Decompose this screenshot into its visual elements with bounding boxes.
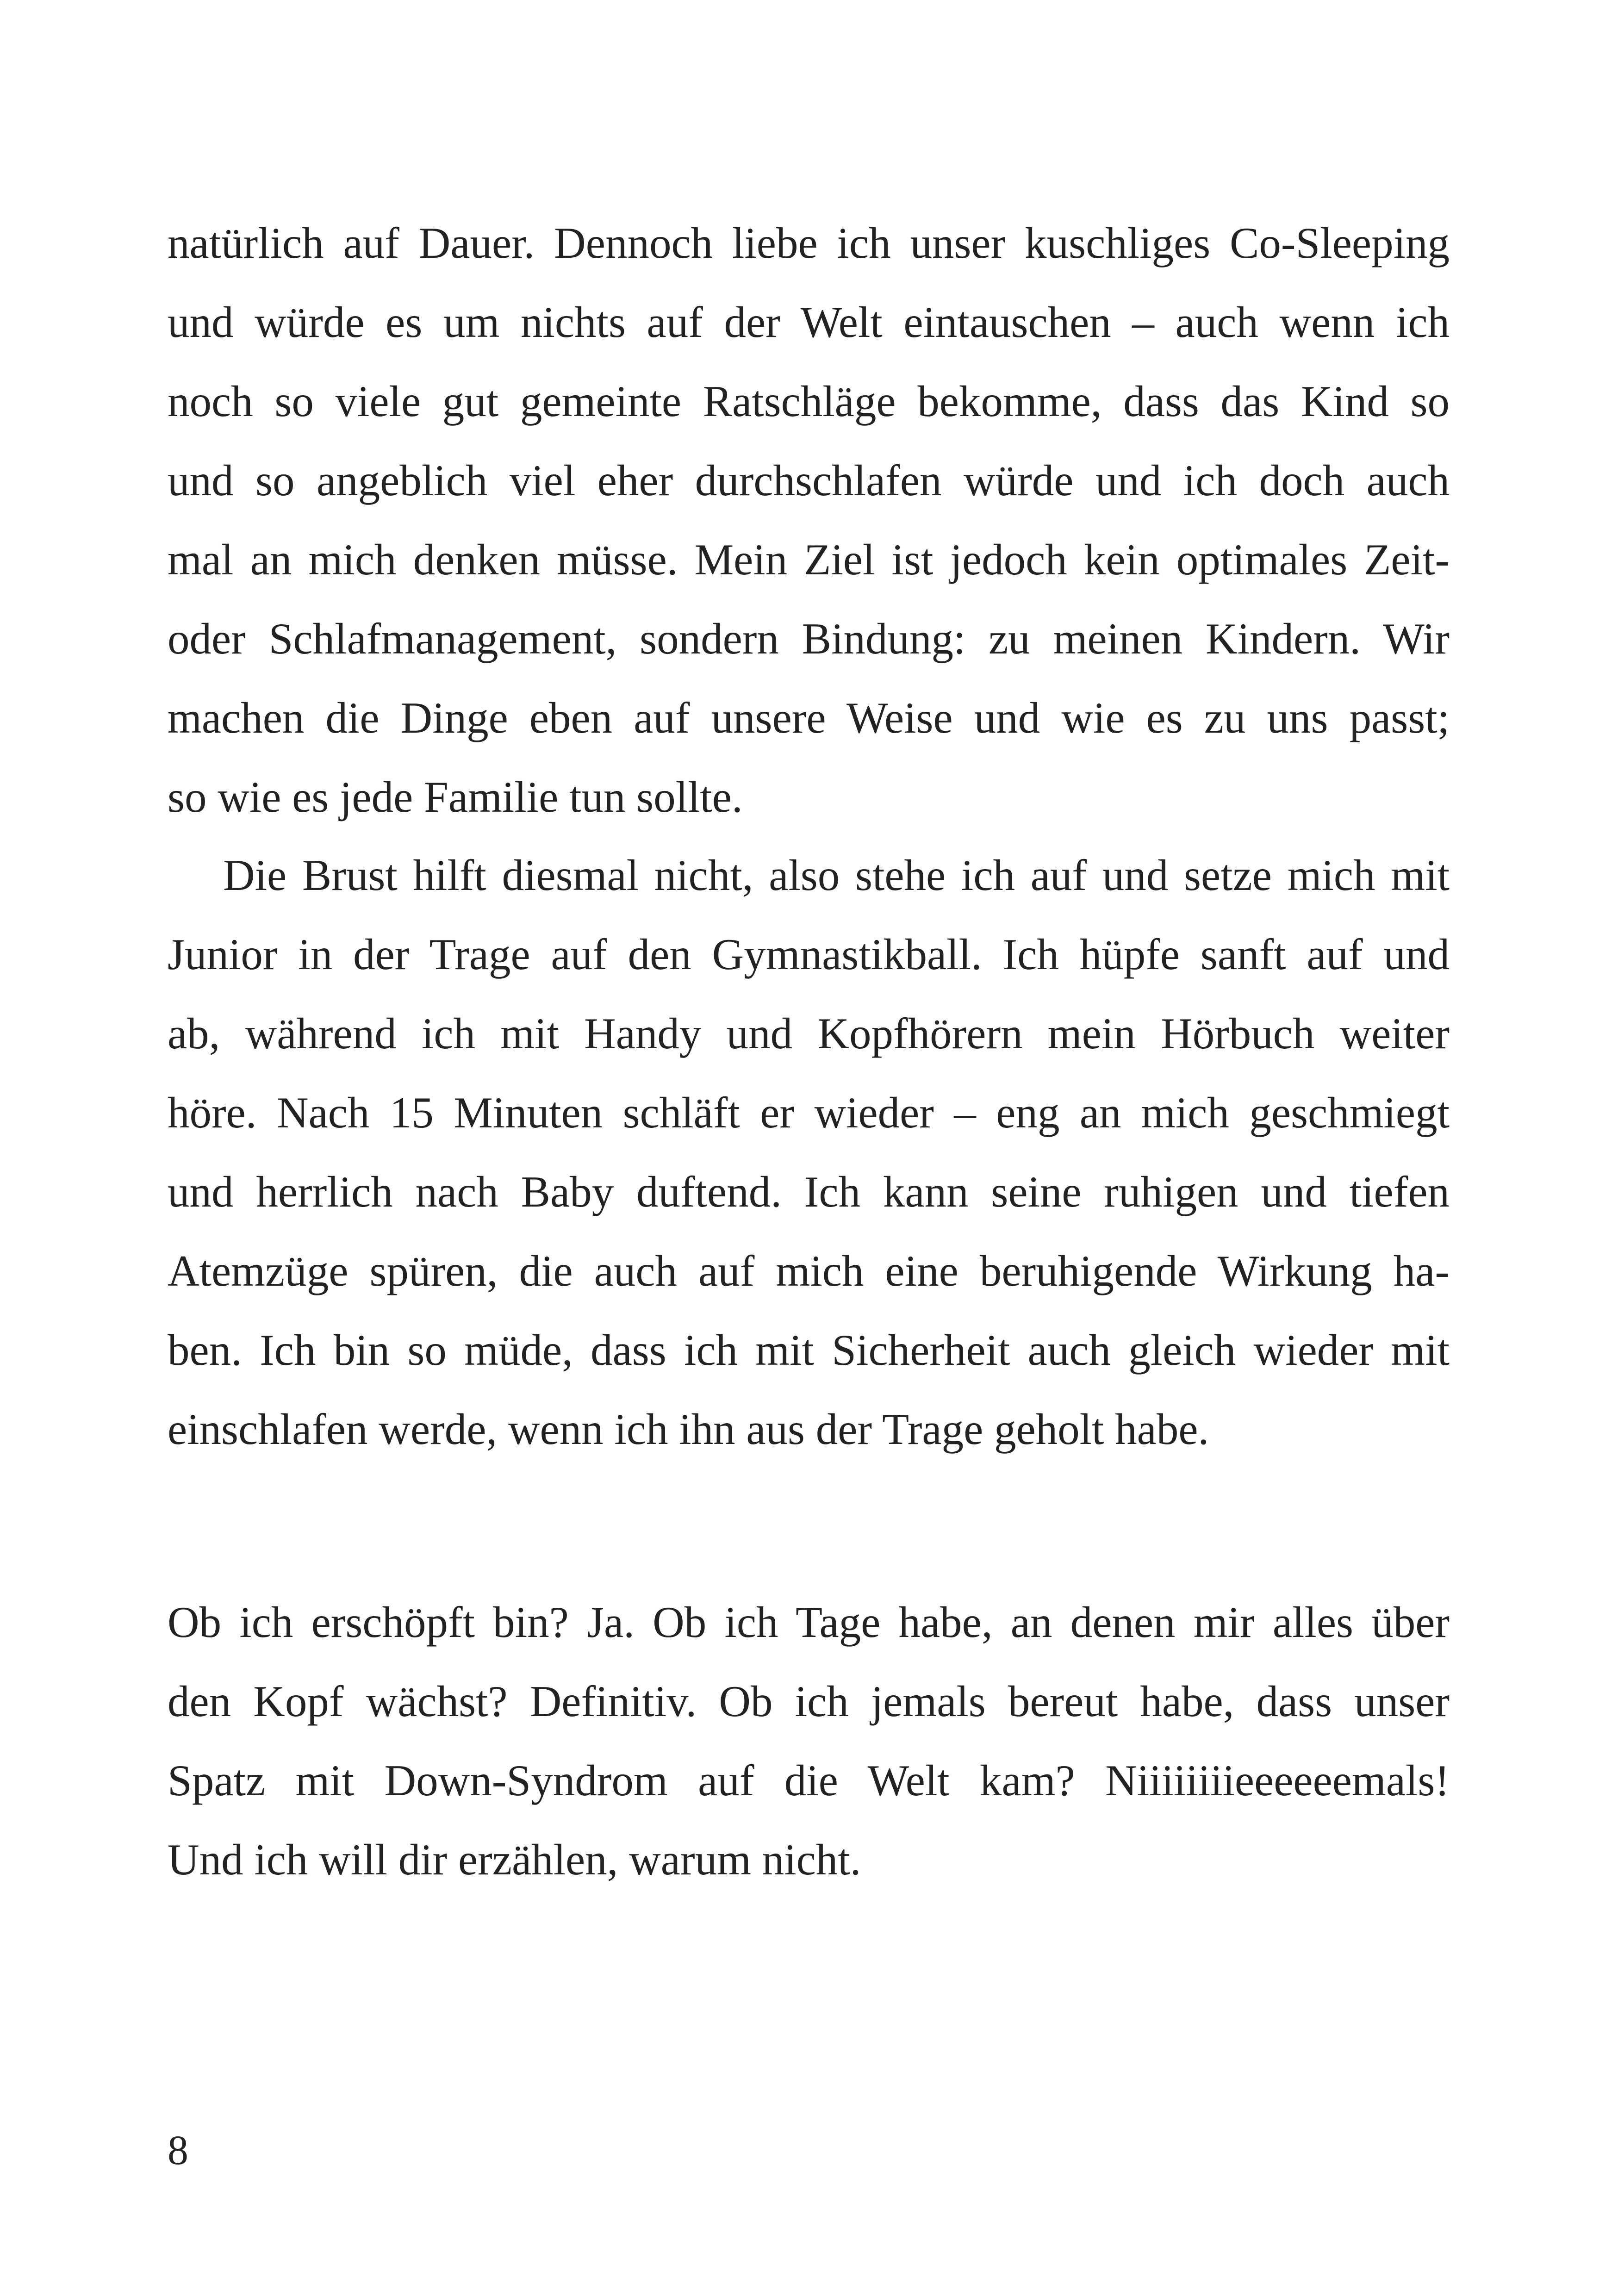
- text-line: einschlafen werde, wenn ich ihn aus der Trage geholt habe.: [168, 1405, 1209, 1454]
- paragraph: [168, 1583, 1450, 1899]
- text-line: Ob ich erschöpft bin? Ja. Ob ich Tage habe, an denen mir alles über: [168, 1598, 1450, 1647]
- text-line: und so angeblich viel eher durchschlafen würde und ich doch auch: [168, 456, 1450, 505]
- text-line: den Kopf wächst? Definitiv. Ob ich jemals bereut habe, dass unser: [168, 1677, 1450, 1726]
- text-line: und herrlich nach Baby duftend. Ich kann seine ruhigen und tiefen: [168, 1167, 1450, 1216]
- text-line: noch so viele gut gemeinte Ratschläge bekomme, dass das Kind so: [168, 377, 1450, 426]
- text-line: machen die Dinge eben auf unsere Weise und wie es zu uns passt;: [168, 693, 1450, 742]
- text-line: natürlich auf Dauer. Dennoch liebe ich unser kuschliges Co-Sleeping: [168, 218, 1450, 268]
- text-line: Spatz mit Down-Syndrom auf die Welt kam? Niiiiiiiieeeeeemals!: [168, 1756, 1450, 1805]
- text-line: höre. Nach 15 Minuten schläft er wieder – eng an mich geschmiegt: [168, 1088, 1450, 1137]
- paragraph: [168, 204, 1450, 837]
- text-line: Und ich will dir erzählen, warum nicht.: [168, 1835, 861, 1884]
- paragraph: [168, 836, 1450, 1469]
- page-number: 8: [168, 2128, 188, 2173]
- text-line: Junior in der Trage auf den Gymnastikball. Ich hüpfe sanft auf und: [168, 930, 1450, 979]
- text-line: ben. Ich bin so müde, dass ich mit Sicherheit auch gleich wieder mit: [168, 1325, 1450, 1375]
- text-line: mal an mich denken müsse. Mein Ziel ist jedoch kein optimales Zeit-: [168, 535, 1450, 584]
- text-line: oder Schlafmanagement, sondern Bindung: zu meinen Kindern. Wir: [168, 614, 1450, 663]
- text-line: Die Brust hilft diesmal nicht, also stehe ich auf und setze mich mit: [223, 851, 1450, 900]
- text-line: und würde es um nichts auf der Welt eintauschen – auch wenn ich: [168, 298, 1450, 347]
- text-line: Atemzüge spüren, die auch auf mich eine beruhigende Wirkung ha-: [168, 1246, 1450, 1295]
- text-line: ab, während ich mit Handy und Kopfhörern mein Hörbuch weiter: [168, 1009, 1450, 1058]
- text-line: so wie es jede Familie tun sollte.: [168, 772, 743, 821]
